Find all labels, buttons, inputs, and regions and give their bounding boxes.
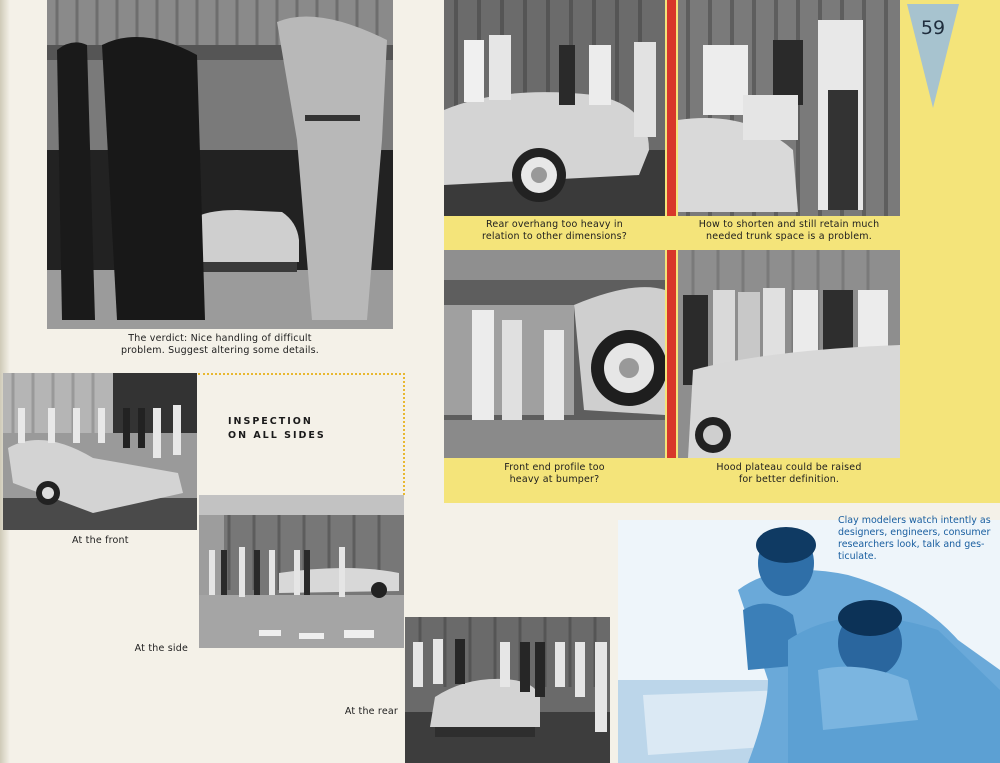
caption-clay-line1: Clay modelers watch intently as — [838, 515, 991, 526]
caption-hood-line1: Hood plateau could be raised — [716, 462, 862, 473]
caption-at-the-rear: At the rear — [344, 706, 398, 717]
caption-hood-plateau — [678, 462, 900, 486]
caption-clay-line2: designers, engineers, consumer — [838, 527, 991, 538]
photo-at-the-side — [199, 495, 404, 648]
caption-rear-overhang-line2: relation to other dimensions? — [481, 231, 628, 242]
caption-trunk-line2: needed trunk space is a problem. — [706, 231, 872, 242]
photo-rear-overhang — [444, 0, 665, 216]
red-divider-strip-bottom — [667, 250, 676, 458]
caption-clay-line4: ticulate. — [838, 551, 877, 562]
caption-trunk-space — [678, 219, 900, 243]
photo-at-the-front — [3, 373, 197, 530]
caption-rear-overhang-line1: Rear overhang too heavy in — [486, 219, 623, 230]
photo-front-end — [444, 250, 665, 458]
caption-verdict — [47, 333, 393, 357]
caption-clay-line3: researchers look, talk and ges- — [838, 539, 985, 550]
photo-trunk-space — [678, 0, 900, 216]
section-heading-line1: INSPECTION — [228, 416, 313, 427]
caption-hood-line2: for better definition. — [738, 474, 840, 485]
caption-rear-overhang — [444, 219, 665, 243]
caption-trunk-line1: How to shorten and still retain much — [698, 219, 880, 230]
photo-verdict — [47, 0, 393, 329]
caption-clay-modelers — [838, 515, 998, 563]
section-heading — [228, 415, 398, 443]
caption-verdict-line1: The verdict: Nice handling of difficult — [128, 333, 312, 344]
red-divider-strip-top — [667, 0, 676, 216]
caption-at-the-side: At the side — [134, 643, 188, 654]
page-number: 59 — [920, 17, 946, 39]
photo-at-the-rear — [405, 617, 610, 763]
caption-verdict-line2: problem. Suggest altering some details. — [121, 345, 319, 356]
photo-hood-plateau — [678, 250, 900, 458]
section-heading-line2: ON ALL SIDES — [228, 430, 326, 441]
page-number-badge — [907, 4, 959, 108]
caption-at-the-front: At the front — [72, 535, 129, 546]
caption-front-end-line1: Front end profile too — [504, 462, 605, 473]
caption-front-end-line2: heavy at bumper? — [509, 474, 600, 485]
caption-front-end — [444, 462, 665, 486]
